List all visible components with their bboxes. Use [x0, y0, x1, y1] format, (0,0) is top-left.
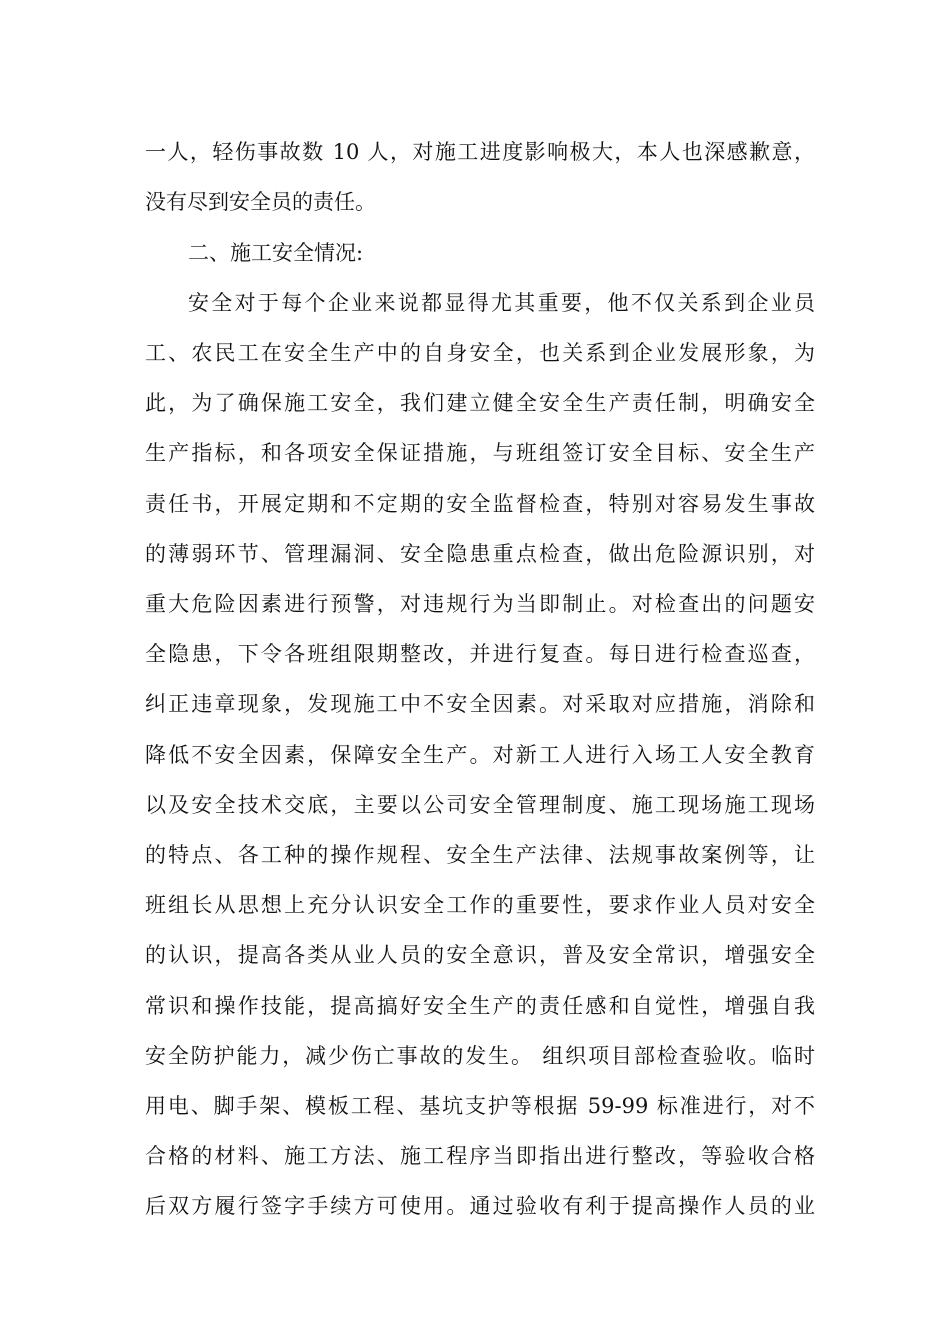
text-line-11: 全隐患，下令各班组限期整改，并进行复查。每日进行检查巡查， [145, 642, 815, 666]
text-line-5: 工、农民工在安全生产中的自身安全，也关系到企业发展形象，为 [145, 341, 815, 365]
text-line-22: 后双方履行签字手续方可使用。通过验收有利于提高操作人员的业 [145, 1194, 815, 1218]
text-line-7: 生产指标，和各项安全保证措施，与班组签订安全目标、安全生产 [145, 441, 815, 465]
paragraph-first-line: 安全对于每个企业来说都显得尤其重要，他不仅关系到企业员 [188, 291, 815, 315]
text-line-19: 安全防护能力，减少伤亡事故的发生。 组织项目部检查验收。临时 [145, 1044, 815, 1068]
text-line-13: 降低不安全因素，保障安全生产。对新工人进行入场工人安全教育 [145, 743, 815, 767]
text-line-17: 的认识，提高各类从业人员的安全意识，普及安全常识，增强安全 [145, 943, 815, 967]
text-line-8: 责任书，开展定期和不定期的安全监督检查，特别对容易发生事故 [145, 492, 815, 516]
text-line-12: 纠正违章现象，发现施工中不安全因素。对采取对应措施，消除和 [145, 692, 815, 716]
text-line-2: 没有尽到安全员的责任。 [145, 190, 376, 214]
text-line-14: 以及安全技术交底，主要以公司安全管理制度、施工现场施工现场 [145, 793, 815, 817]
text-line-21: 合格的材料、施工方法、施工程序当即指出进行整改，等验收合格 [145, 1144, 815, 1168]
text-line-16: 班组长从思想上充分认识安全工作的重要性，要求作业人员对安全 [145, 893, 815, 917]
text-line-18: 常识和操作技能，提高搞好安全生产的责任感和自觉性，增强自我 [145, 994, 815, 1018]
text-line-15: 的特点、各工种的操作规程、安全生产法律、法规事故案例等，让 [145, 843, 815, 867]
section-heading: 二、施工安全情况: [188, 241, 364, 265]
text-line-6: 此，为了确保施工安全，我们建立健全安全生产责任制，明确安全 [145, 391, 815, 415]
text-line-9: 的薄弱环节、管理漏洞、安全隐患重点检查，做出危险源识别，对 [145, 542, 815, 566]
text-line-20: 用电、脚手架、模板工程、基坑支护等根据 59-99 标准进行，对不 [145, 1094, 815, 1118]
text-line-10: 重大危险因素进行预警，对违规行为当即制止。对检查出的问题安 [145, 592, 815, 616]
text-line-1: 一人，轻伤事故数 10 人，对施工进度影响极大，本人也深感歉意， [145, 140, 815, 164]
